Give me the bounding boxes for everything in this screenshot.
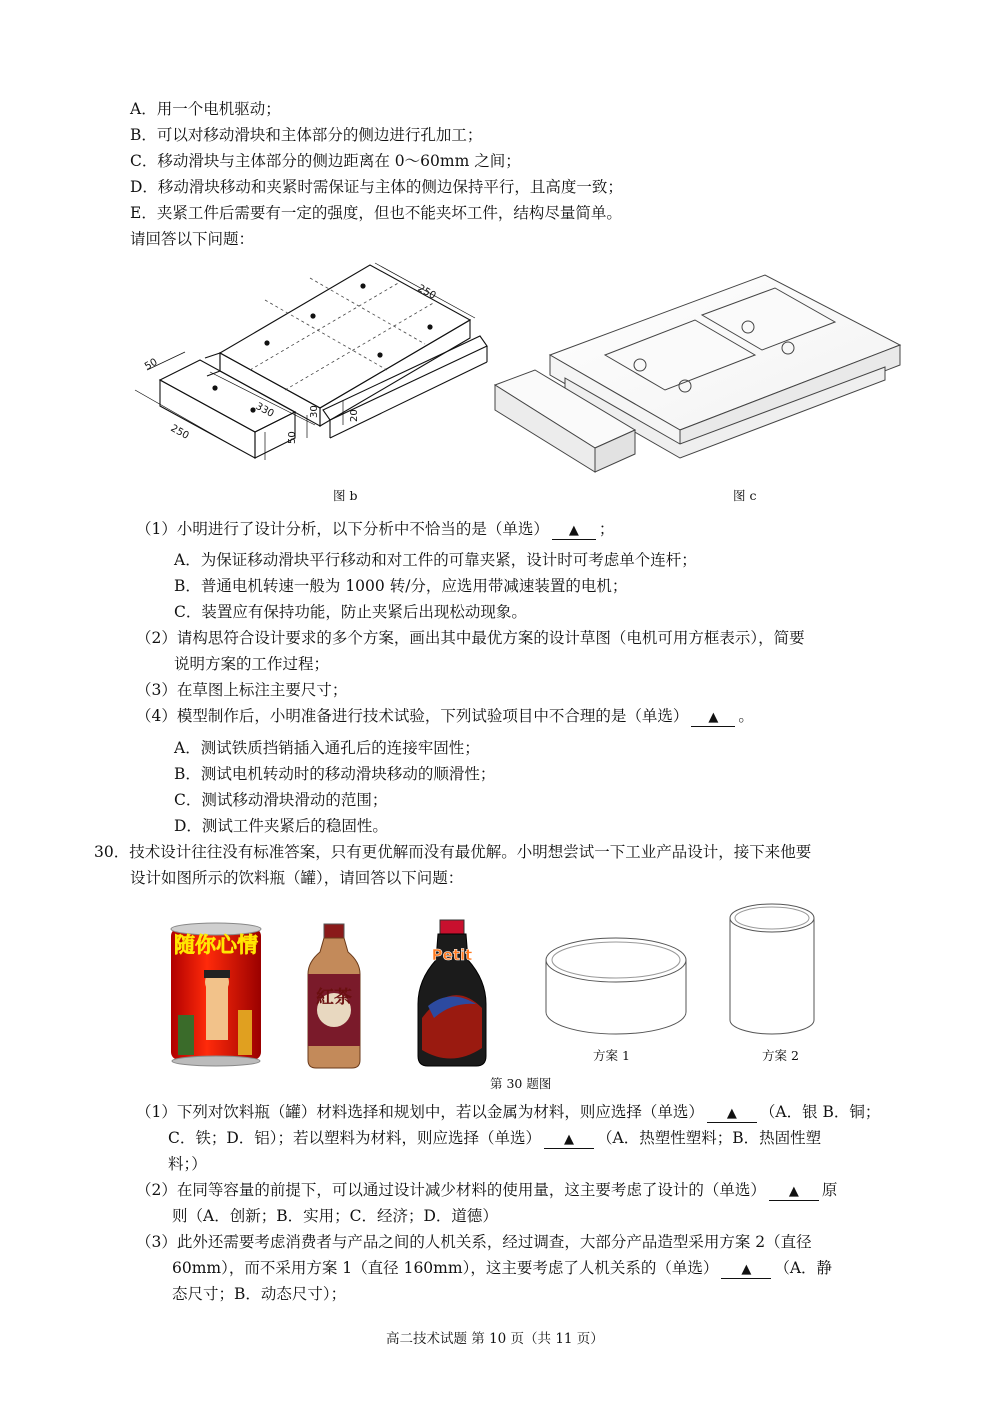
q30-figure-caption: 第 30 题图 bbox=[490, 1076, 552, 1091]
q30-2-text-a: （2）在同等容量的前提下，可以通过设计减少材料的使用量，这主要考虑了设计的（单选） bbox=[136, 1181, 766, 1199]
q29-2-line1: （2）请构思符合设计要求的多个方案，画出其中最优方案的设计草图（电机可用方框表示），简要 bbox=[136, 629, 805, 647]
dim-250-top: 250 bbox=[415, 283, 438, 302]
answer-blank[interactable]: ▲ bbox=[691, 710, 735, 727]
q29-4-text: （4）模型制作后，小明准备进行技术试验，下列试验项目中不合理的是（单选） bbox=[136, 707, 689, 725]
glass-bottle-text: Petit bbox=[431, 946, 473, 964]
q30-3-text-c: （A．静 bbox=[774, 1259, 833, 1277]
scheme-2-cylinder bbox=[727, 900, 817, 1040]
plate-rail bbox=[323, 336, 487, 420]
q29-4-option-d: D．测试工件夹紧后的稳固性。 bbox=[174, 817, 388, 835]
dim-330: 330 bbox=[253, 401, 276, 420]
scheme-1-cylinder bbox=[544, 932, 689, 1042]
q30-2-line1 bbox=[136, 1180, 837, 1201]
q30-3-line2 bbox=[172, 1258, 832, 1279]
answer-blank[interactable]: ▲ bbox=[544, 1132, 594, 1149]
plate-front-face bbox=[320, 320, 470, 426]
page-footer: 高二技术试题 第 10 页（共 11 页） bbox=[386, 1331, 604, 1347]
q30-1-text-c: C．铁；D．铝）；若以塑料为材料，则应选择（单选） bbox=[168, 1129, 542, 1147]
q29-1-option-a: A．为保证移动滑块平行移动和对工件的可靠夹紧，设计时可考虑单个连杆； bbox=[174, 551, 697, 569]
answer-blank[interactable]: ▲ bbox=[769, 1184, 819, 1201]
q30-3-line1: （3）此外还需要考虑消费者与产品之间的人机关系，经过调查，大部分产品造型采用方案 2（直径 bbox=[136, 1233, 812, 1251]
glass-bottle-illustration bbox=[412, 918, 492, 1070]
answer-blank[interactable]: ▲ bbox=[552, 523, 596, 540]
dim-250-side: 250 bbox=[168, 423, 191, 442]
q29-4-option-c: C．测试移动滑块滑动的范围； bbox=[174, 791, 388, 809]
prompt-text: 请回答以下问题： bbox=[130, 230, 255, 248]
slider-side-face bbox=[160, 380, 255, 458]
requirement-b: B．可以对移动滑块和主体部分的侧边进行孔加工； bbox=[130, 126, 483, 144]
dim-30: 30 bbox=[309, 405, 320, 418]
q29-1-option-c: C．装置应有保持功能，防止夹紧后出现松动现象。 bbox=[174, 603, 527, 621]
q30-intro-line1: 30．技术设计往往没有标准答案，只有更优解而没有最优解。小明想尝试一下工业产品设计，接下来他要 bbox=[94, 843, 812, 861]
q29-4-end: 。 bbox=[738, 707, 754, 725]
plate-top-face bbox=[220, 265, 470, 408]
scheme-2-side bbox=[730, 918, 814, 1034]
dim-50-height: 50 bbox=[287, 431, 298, 444]
slider-top-face bbox=[160, 360, 295, 432]
q29-1-option-b: B．普通电机转速一般为 1000 转/分，应选用带减速装置的电机； bbox=[174, 577, 628, 595]
figure-c-caption: 图 c bbox=[733, 488, 757, 503]
tea-label-text: 紅茶 bbox=[316, 987, 352, 1008]
q29-4-option-a: A．测试铁质挡销插入通孔后的连接牢固性； bbox=[174, 739, 480, 757]
q29-1-end: ； bbox=[598, 520, 615, 538]
dim-50: 50 bbox=[143, 356, 160, 373]
scheme-1-label: 方案 1 bbox=[593, 1048, 630, 1063]
q30-1-text-a: （1）下列对饮料瓶（罐）材料选择和规划中，若以金属为材料，则应选择（单选） bbox=[136, 1103, 704, 1121]
q30-3-text-b: 60mm），而不采用方案 1（直径 160mm），这主要考虑了人机关系的（单选） bbox=[172, 1259, 719, 1277]
q30-1-line3: 料；） bbox=[168, 1155, 207, 1173]
dim-20: 20 bbox=[349, 409, 360, 422]
q29-1 bbox=[136, 519, 614, 540]
q30-1-line2 bbox=[168, 1128, 821, 1149]
plate-holes bbox=[212, 283, 432, 412]
tea-bottle-illustration bbox=[304, 922, 364, 1070]
scheme-2-label: 方案 2 bbox=[762, 1048, 799, 1063]
can-illustration bbox=[166, 920, 266, 1070]
requirement-a: A．用一个电机驱动； bbox=[130, 100, 281, 118]
can-text: 随你心情 bbox=[174, 933, 258, 957]
q30-intro-line2: 设计如图所示的饮料瓶（罐），请回答以下问题： bbox=[130, 869, 464, 887]
q29-2-line2: 说明方案的工作过程； bbox=[174, 655, 330, 673]
q30-3-line3: 态尺寸；B．动态尺寸）； bbox=[172, 1285, 347, 1303]
q29-3: （3）在草图上标注主要尺寸； bbox=[136, 681, 348, 699]
q30-2-line2: 则（A．创新；B．实用；C．经济；D．道德） bbox=[172, 1207, 498, 1225]
q30-1-line1 bbox=[136, 1102, 880, 1123]
q30-1-text-d: （A．热塑性塑料；B．热固性塑 bbox=[597, 1129, 822, 1147]
requirement-c: C．移动滑块与主体部分的侧边距离在 0～60mm 之间； bbox=[130, 152, 521, 170]
answer-blank[interactable]: ▲ bbox=[707, 1106, 757, 1123]
q29-4-option-b: B．测试电机转动时的移动滑块移动的顺滑性； bbox=[174, 765, 496, 783]
requirement-d: D．移动滑块移动和夹紧时需保证与主体的侧边保持平行，且高度一致； bbox=[130, 178, 623, 196]
figure-c-drawing bbox=[490, 270, 905, 475]
figure-b-drawing bbox=[125, 260, 495, 475]
q30-1-text-b: （A．银 B．铜； bbox=[759, 1103, 881, 1121]
q29-4 bbox=[136, 706, 754, 727]
answer-blank[interactable]: ▲ bbox=[721, 1262, 771, 1279]
q29-1-text: （1）小明进行了设计分析，以下分析中不恰当的是（单选） bbox=[136, 520, 549, 538]
figure-b-caption: 图 b bbox=[333, 488, 358, 503]
q30-2-text-b: 原 bbox=[821, 1181, 838, 1199]
requirement-e: E．夹紧工件后需要有一定的强度，但也不能夹坏工件，结构尽量简单。 bbox=[130, 204, 622, 222]
